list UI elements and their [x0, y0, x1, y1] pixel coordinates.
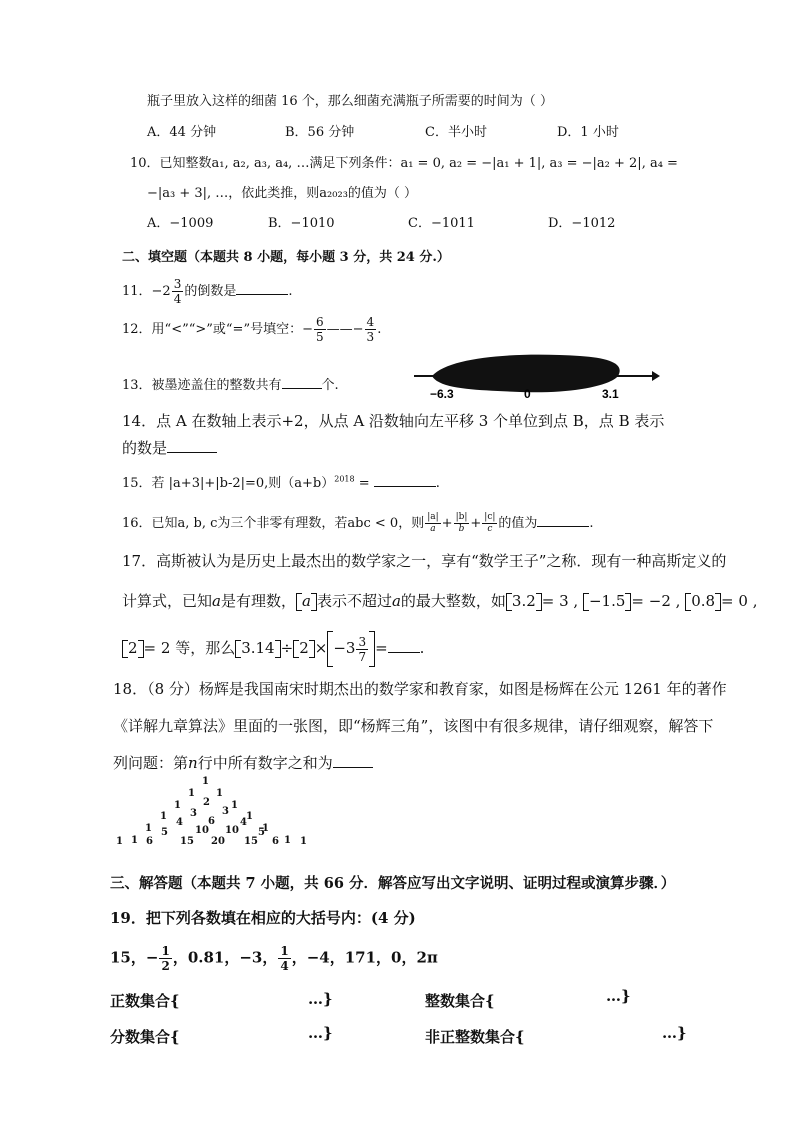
q10-option-c: C．−1011: [408, 216, 475, 231]
fraction-set-label: 分数集合{: [110, 1028, 180, 1046]
triangle-number: 20: [211, 836, 225, 847]
q18-line3: 列问题：第n行中所有数字之和为: [113, 752, 373, 773]
q10-option-b: B．−1010: [268, 216, 335, 231]
triangle-number: 1: [188, 788, 195, 799]
triangle-number: 1: [116, 836, 123, 847]
triangle-number: 6: [272, 836, 279, 847]
positive-set-label: 正数集合{: [110, 992, 180, 1010]
triangle-number: 6: [146, 836, 153, 847]
triangle-number: 1: [174, 800, 181, 811]
triangle-number: 6: [208, 816, 215, 827]
q11: 11．−2 $\frac{3}{4}$ 的倒数是 .: [122, 277, 293, 306]
q13-answer-blank: [282, 376, 322, 389]
triangle-number: 4: [176, 817, 183, 828]
q17-line2: 计算式，已知a是有理数， a 表示不超过a的最大整数，如 3.2 = 3 , −1.5 = −2 , 0.8 = 0 ,: [122, 592, 758, 610]
q17-answer-blank: [388, 640, 420, 653]
triangle-number: 1: [216, 788, 223, 799]
triangle-number: 4: [240, 817, 247, 828]
q10-line1: 10．已知整数a₁, a₂, a₃, a₄, …满足下列条件：a₁ = 0, a₂ = −|a₁ + 1|, a₃ = −|a₂ + 2|, a₄ =: [130, 156, 678, 171]
triangle-number: 1: [231, 800, 238, 811]
q18-answer-blank: [333, 755, 373, 768]
integer-set-end: …}: [606, 987, 631, 1005]
q11-fraction: $\frac{3}{4}$: [173, 277, 182, 306]
q12-fraction-1: $\frac{6}{5}$: [316, 315, 324, 344]
triangle-number: 1: [300, 836, 307, 847]
q9-option-a: A．44 分钟: [147, 125, 217, 140]
label-neg-6-3: −6.3: [430, 387, 454, 401]
integer-set-label: 整数集合{: [425, 992, 495, 1010]
label-3-1: 3.1: [602, 387, 619, 401]
triangle-number: 1: [202, 776, 209, 787]
q12-fraction-2: $\frac{4}{3}$: [366, 315, 375, 344]
fraction-set-end: …}: [308, 1024, 333, 1042]
q9-option-b: B．56 分钟: [285, 125, 355, 140]
q14-answer-blank: [167, 440, 217, 453]
triangle-number: 3: [190, 808, 197, 819]
q18-line1: 18．（8 分）杨辉是我国南宋时期杰出的数学家和教育家，如图是杨辉在公元 1261 年的著作: [113, 680, 727, 698]
triangle-number: 1: [145, 823, 152, 834]
triangle-number: 5: [161, 827, 168, 838]
triangle-number: 1: [131, 835, 138, 846]
q9-text: 瓶子里放入这样的细菌 16 个，那么细菌充满瓶子所需要的时间为（ ）: [147, 94, 553, 109]
triangle-number: 1: [160, 811, 167, 822]
q10-option-d: D．−1012: [548, 216, 616, 231]
q17-line3: 2 = 2 等，那么 3.14 ÷ 2 × −3 $\frac{3}{7}$ = .: [122, 631, 424, 667]
q9-option-d: D．1 小时: [557, 125, 619, 140]
triangle-number: 10: [225, 825, 239, 836]
q14-line2: 的数是: [122, 437, 217, 458]
q10-line2: −|a₃ + 3|, …，依此类推，则a₂₀₂₃的值为（ ）: [147, 186, 418, 201]
q14-line1: 14．点 A 在数轴上表示+2，从点 A 沿数轴向左平移 3 个单位到点 B，点 B 表示: [122, 412, 665, 430]
section-2-heading: 二、填空题（本题共 8 小题，每小题 3 分，共 24 分.）: [122, 250, 450, 265]
q16: 16．已知a, b, c为三个非零有理数，若abc < 0，则 $\frac{|a|}{a}$ + $\frac{|b|}{b}$ + $\frac{|c|}{c}$ 的值为 .: [122, 512, 594, 534]
triangle-number: 3: [222, 806, 229, 817]
triangle-number: 1: [262, 823, 269, 834]
q10-option-a: A．−1009: [147, 216, 214, 231]
triangle-number: 5: [258, 827, 265, 838]
q9-option-c: C．半小时: [425, 125, 487, 140]
positive-set-end: …}: [308, 990, 333, 1008]
triangle-number: 15: [180, 836, 194, 847]
q12: 12．用“<”“>”或“=”号填空：− $\frac{6}{5}$ ——− $\frac{4}{3}$ .: [122, 315, 382, 344]
q17-line1: 17．高斯被认为是历史上最杰出的数学家之一，享有“数学王子”之称．现有一种高斯定义的: [122, 552, 727, 570]
q15: 15．若 |a+3|+|b-2|=0,则$(a+b)^{2018}$ = .: [122, 474, 440, 491]
q18-line2: 《详解九章算法》里面的一张图，即“杨辉三角”，该图中有很多规律，请仔细观察，解答下: [113, 717, 714, 735]
q19-title: 19．把下列各数填在相应的大括号内：(4 分): [110, 909, 416, 927]
triangle-number: 15: [244, 836, 258, 847]
q11-answer-blank: [236, 282, 288, 295]
non-positive-integer-set-label: 非正整数集合{: [425, 1028, 525, 1046]
label-zero: 0: [524, 387, 531, 401]
q16-answer-blank: [537, 514, 589, 527]
q19-numbers: 15，− $\frac{1}{2}$ ，0.81，−3， $\frac{1}{4}$ ，−4，171，0，2π: [110, 944, 438, 973]
ink-covered-number-line: [410, 350, 660, 402]
non-positive-integer-set-end: …}: [662, 1024, 687, 1042]
triangle-number: 1: [246, 811, 253, 822]
triangle-number: 1: [284, 835, 291, 846]
section-3-heading: 三、解答题（本题共 7 小题，共 66 分．解答应写出文字说明、证明过程或演算步骤．）: [110, 875, 676, 892]
triangle-number: 10: [195, 825, 209, 836]
q13: 13．被墨迹盖住的整数共有 个.: [122, 378, 339, 393]
triangle-number: 2: [203, 797, 210, 808]
q15-answer-blank: [374, 474, 436, 487]
